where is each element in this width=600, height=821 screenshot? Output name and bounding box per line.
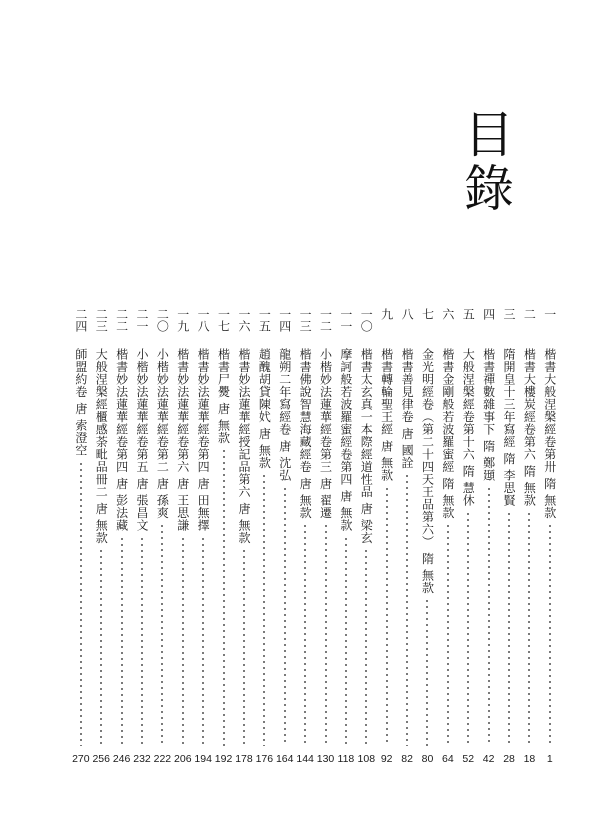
entry-page: 64: [442, 753, 454, 765]
toc-entry: [540, 308, 560, 768]
entry-number: 九: [379, 308, 394, 320]
entry-page: 118: [337, 753, 355, 765]
dot-leader: [141, 536, 143, 746]
dot-leader: [488, 486, 490, 746]
entry-number: 一七: [216, 308, 231, 332]
entry-page: 222: [153, 753, 172, 765]
toc-entry: [91, 308, 111, 768]
dot-leader: [549, 523, 551, 746]
toc-entry: [234, 308, 254, 768]
entry-page: 176: [255, 753, 274, 765]
dot-leader: [100, 548, 102, 746]
entry-number: 二: [522, 308, 537, 320]
entry-title: 小楷妙法蓮華經卷第五 唐 張昌文: [134, 348, 149, 532]
entry-page: 42: [482, 753, 495, 765]
toc-entry: [173, 308, 193, 768]
entry-page: 108: [357, 753, 376, 765]
toc-entry: [519, 308, 539, 768]
entry-title: 龍朔二年寫經卷 唐 沈弘: [277, 348, 292, 482]
entry-title: 楷書妙法蓮華經卷第六 唐 王思謙: [175, 348, 190, 532]
entry-number: 一二: [318, 308, 333, 332]
entry-title: 楷書妙法蓮華經授記品第六 唐 無款: [236, 348, 251, 545]
page-title: 目錄: [456, 108, 514, 216]
toc-entry: [417, 308, 437, 768]
entry-title: 楷書善見律卷 唐 國詮: [400, 348, 415, 470]
dot-leader: [284, 486, 286, 746]
entry-title: 師盟約卷 唐 索澄空: [73, 348, 88, 457]
toc-entry: [336, 308, 356, 768]
entry-title: 小楷妙法蓮華經卷第三 唐 翟遷: [318, 348, 333, 520]
entry-title: 小楷妙法蓮華經卷第二 唐 孫爽: [155, 348, 170, 520]
entry-page: 1: [546, 753, 553, 765]
entry-number: 一四: [277, 308, 292, 332]
dot-leader: [447, 523, 449, 746]
entry-title: 趙醜胡貸陳㚤 唐 無款: [257, 348, 272, 470]
dot-leader: [508, 511, 510, 746]
entry-page: 178: [235, 753, 253, 765]
entry-number: 一六: [236, 308, 251, 332]
entry-number: 六: [440, 308, 455, 320]
entry-page: 206: [174, 753, 192, 765]
entry-number: 二四: [73, 308, 88, 332]
toc-entry: [438, 308, 458, 768]
toc-entry: [132, 308, 152, 768]
dot-leader: [426, 598, 428, 746]
toc-entry: [397, 308, 417, 768]
dot-leader: [345, 536, 347, 746]
entry-title: 楷書佛說智慧海藏經卷 唐 無款: [298, 348, 313, 520]
entry-number: 七: [420, 308, 435, 320]
toc-entry: [478, 308, 498, 768]
dot-leader: [406, 473, 408, 746]
entry-number: 一〇: [359, 308, 374, 332]
entry-number: 二〇: [155, 308, 170, 332]
dot-leader: [365, 548, 367, 746]
toc-entry: [152, 308, 172, 768]
toc-entry: [295, 308, 315, 768]
entry-number: 二三: [94, 308, 109, 332]
entry-page: 130: [316, 753, 335, 765]
entry-title: 摩訶般若波羅蜜經卷第四 唐 無款: [338, 348, 353, 532]
entry-number: 八: [400, 308, 415, 320]
dot-leader: [202, 536, 204, 746]
entry-number: 一: [542, 308, 557, 320]
toc-entry: [499, 308, 519, 768]
entry-title: 楷書妙法蓮華經卷第四 唐 彭法藏: [114, 348, 129, 532]
toc-entry: [71, 308, 91, 768]
entry-title: 楷書金剛般若波羅蜜經 隋 無款: [440, 348, 455, 520]
entry-page: 80: [421, 753, 434, 765]
entry-title: 楷書大般涅槃經卷第卅 隋 無款: [542, 348, 557, 520]
dot-leader: [528, 511, 530, 746]
toc-entry: [356, 308, 376, 768]
dot-leader: [304, 523, 306, 746]
toc-entry: [275, 308, 295, 768]
dot-leader: [223, 448, 225, 746]
entry-title: 楷書大樓炭經卷第六 隋 無款: [522, 348, 537, 507]
entry-title: 楷書太玄真一本際經道性品 唐 梁玄: [359, 348, 374, 545]
dot-leader: [325, 523, 327, 746]
toc-entry: [213, 308, 233, 768]
entry-number: 一八: [196, 308, 211, 332]
dot-leader: [121, 536, 123, 746]
dot-leader: [243, 548, 245, 746]
entry-title: 楷書尸㸑 唐 無款: [216, 348, 231, 445]
entry-title: 楷書轉輪聖王經 唐 無款: [379, 348, 394, 482]
entry-page: 246: [112, 753, 131, 765]
dot-leader: [467, 511, 469, 746]
entry-page: 164: [275, 753, 294, 765]
entry-number: 二二: [114, 308, 129, 332]
entry-title: 金光明經卷（第二十四天王品第六） 隋 無款: [420, 348, 435, 595]
entry-title: 楷書妙法蓮華經卷第四 唐 田無擇: [196, 348, 211, 532]
entry-page: 144: [296, 753, 314, 765]
dot-leader: [161, 523, 163, 746]
dot-leader: [263, 473, 265, 746]
toc-entry: [315, 308, 335, 768]
entry-number: 五: [461, 308, 476, 320]
dot-leader: [80, 461, 82, 746]
entry-title: 楷書禪數雜事下 隋 鄭頲: [481, 348, 496, 482]
toc-entry: [458, 308, 478, 768]
entry-number: 一三: [298, 308, 313, 332]
entry-page: 18: [523, 753, 536, 765]
entry-page: 92: [380, 753, 393, 765]
entry-number: 三: [502, 308, 517, 320]
toc-entry: [193, 308, 213, 768]
entry-title: 大般涅槃經卷第十六 隋 慧休: [461, 348, 476, 507]
entry-page: 82: [401, 753, 413, 765]
entry-page: 256: [92, 753, 110, 765]
entry-number: 四: [481, 308, 496, 320]
entry-page: 194: [194, 753, 212, 765]
dot-leader: [182, 536, 184, 746]
entry-page: 232: [133, 753, 151, 765]
entry-number: 一九: [175, 308, 190, 332]
entry-page: 192: [214, 753, 233, 765]
entry-number: 二一: [134, 308, 149, 332]
entry-title: 大般涅槃經櫃感荼毗品冊二 唐 無款: [94, 348, 109, 545]
toc-entry: [111, 308, 131, 768]
entry-number: 一五: [257, 308, 272, 332]
entry-page: 52: [462, 753, 475, 765]
dot-leader: [386, 486, 388, 746]
toc-entry: [376, 308, 396, 768]
entry-title: 隋開皇十三年寫經 隋 李思賢: [502, 348, 517, 507]
entry-page: 270: [72, 753, 90, 765]
entry-number: 一一: [338, 308, 353, 332]
toc-entry: [254, 308, 274, 768]
toc-list: [70, 308, 560, 768]
entry-page: 28: [503, 753, 515, 765]
